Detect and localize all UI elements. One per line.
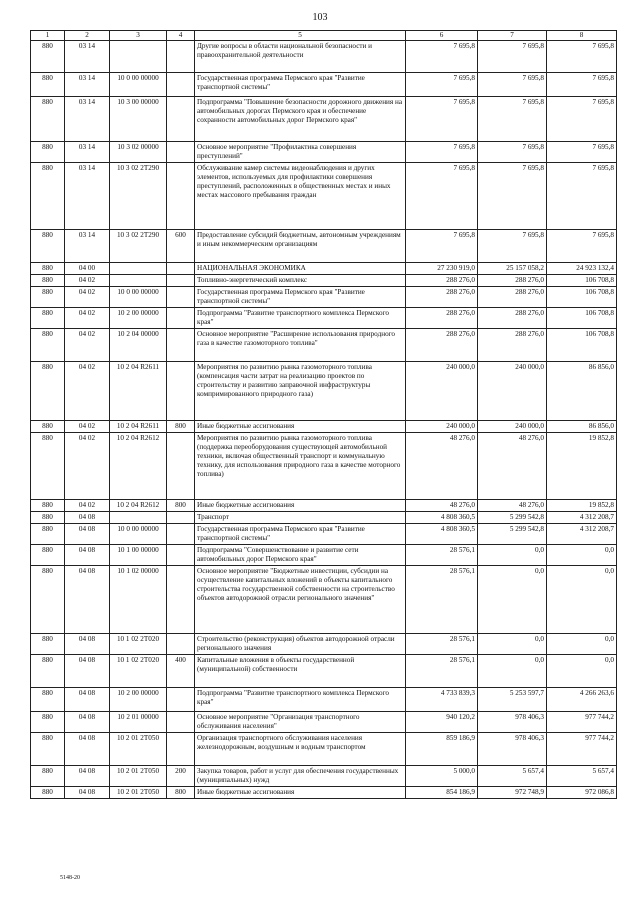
amount-col6-cell: 859 186,9 (406, 733, 478, 766)
admin-code-cell: 880 (31, 362, 65, 421)
target-article-cell (110, 512, 167, 524)
target-article-cell: 10 0 00 00000 (110, 524, 167, 545)
amount-col6-cell: 940 120,2 (406, 712, 478, 733)
admin-code-cell: 880 (31, 287, 65, 308)
item-name-cell: Строительство (реконструкция) объектов автодорожной отрасли регионального значения (195, 634, 406, 655)
table-row (31, 142, 617, 163)
header-col-8: 8 (547, 31, 617, 41)
item-name-cell: Основное мероприятие "Бюджетные инвестиции, субсидии на осуществление капитальных вложений в объекты капитального строительства государственной собственности на строительство объектов автодорожной отрасли регионального значения" (195, 566, 406, 634)
admin-code-cell: 880 (31, 433, 65, 500)
expense-type-cell (167, 163, 195, 230)
item-name-cell: Мероприятия по развитию рынка газомоторного топлива (компенсация части затрат на реализацию проектов по строительству и развитию заправочной инфраструктуры компримированного природного газа) (195, 362, 406, 421)
table-row (31, 712, 617, 733)
amount-col6-cell: 4 733 839,3 (406, 688, 478, 712)
header-col-7: 7 (478, 31, 547, 41)
amount-col7-cell: 5 299 542,8 (478, 512, 547, 524)
table-row (31, 634, 617, 655)
target-article-cell: 10 2 04 R2612 (110, 500, 167, 512)
item-name-cell: Подпрограмма "Совершенствование и развитие сети автомобильных дорог Пермского края" (195, 545, 406, 566)
table-row (31, 787, 617, 799)
admin-code-cell: 880 (31, 545, 65, 566)
target-article-cell: 10 1 02 00000 (110, 566, 167, 634)
item-name-cell: Предоставление субсидий бюджетным, автономным учреждениям и иным некоммерческим организациям (195, 230, 406, 263)
table-row (31, 766, 617, 787)
amount-col7-cell: 5 657,4 (478, 766, 547, 787)
admin-code-cell: 880 (31, 524, 65, 545)
table-row (31, 73, 617, 97)
amount-col6-cell: 28 576,1 (406, 634, 478, 655)
amount-col8-cell: 977 744,2 (547, 712, 617, 733)
admin-code-cell: 880 (31, 566, 65, 634)
amount-col8-cell: 7 695,8 (547, 142, 617, 163)
amount-col7-cell: 25 157 058,2 (478, 263, 547, 275)
table-row (31, 421, 617, 433)
amount-col8-cell: 7 695,8 (547, 97, 617, 142)
header-col-5: 5 (195, 31, 406, 41)
section-code-cell: 04 02 (65, 275, 110, 287)
table-row (31, 41, 617, 73)
amount-col6-cell: 240 000,0 (406, 421, 478, 433)
expense-type-cell: 600 (167, 230, 195, 263)
amount-col7-cell: 7 695,8 (478, 163, 547, 230)
expense-type-cell (167, 287, 195, 308)
item-name-cell: Закупка товаров, работ и услуг для обеспечения государственных (муниципальных) нужд (195, 766, 406, 787)
page-number: 103 (312, 12, 328, 23)
section-code-cell: 04 02 (65, 329, 110, 362)
amount-col8-cell: 7 695,8 (547, 73, 617, 97)
table-row (31, 688, 617, 712)
expense-type-cell (167, 275, 195, 287)
amount-col7-cell: 48 276,0 (478, 433, 547, 500)
amount-col7-cell: 7 695,8 (478, 73, 547, 97)
admin-code-cell: 880 (31, 275, 65, 287)
amount-col7-cell: 288 276,0 (478, 308, 547, 329)
amount-col8-cell: 7 695,8 (547, 41, 617, 73)
admin-code-cell: 880 (31, 787, 65, 799)
amount-col7-cell: 288 276,0 (478, 329, 547, 362)
amount-col7-cell: 0,0 (478, 634, 547, 655)
section-code-cell: 04 08 (65, 766, 110, 787)
admin-code-cell: 880 (31, 733, 65, 766)
item-name-cell: Капитальные вложения в объекты государственной (муниципальной) собственности (195, 655, 406, 688)
amount-col7-cell: 7 695,8 (478, 142, 547, 163)
section-code-cell: 03 14 (65, 230, 110, 263)
footer-code: 5148-20 (60, 875, 80, 881)
amount-col6-cell: 288 276,0 (406, 287, 478, 308)
expense-type-cell: 200 (167, 766, 195, 787)
admin-code-cell: 880 (31, 712, 65, 733)
item-name-cell: Организация транспортного обслуживания населения железнодорожным, воздушным и водным транспортом (195, 733, 406, 766)
amount-col8-cell: 106 708,8 (547, 275, 617, 287)
table-row (31, 263, 617, 275)
target-article-cell: 10 3 02 2Т290 (110, 163, 167, 230)
amount-col8-cell: 24 923 132,4 (547, 263, 617, 275)
target-article-cell: 10 1 02 2Т020 (110, 655, 167, 688)
admin-code-cell: 880 (31, 97, 65, 142)
expense-type-cell: 800 (167, 421, 195, 433)
table-row (31, 545, 617, 566)
amount-col8-cell: 0,0 (547, 655, 617, 688)
table-body (31, 41, 617, 799)
target-article-cell: 10 2 04 R2611 (110, 421, 167, 433)
target-article-cell: 10 0 00 00000 (110, 73, 167, 97)
section-code-cell: 04 02 (65, 362, 110, 421)
amount-col6-cell: 240 000,0 (406, 362, 478, 421)
table-row (31, 275, 617, 287)
amount-col6-cell: 7 695,8 (406, 97, 478, 142)
amount-col7-cell: 48 276,0 (478, 500, 547, 512)
expense-type-cell (167, 712, 195, 733)
target-article-cell: 10 0 00 00000 (110, 287, 167, 308)
item-name-cell: Иные бюджетные ассигнования (195, 787, 406, 799)
amount-col6-cell: 28 576,1 (406, 566, 478, 634)
amount-col8-cell: 106 708,8 (547, 308, 617, 329)
amount-col6-cell: 4 808 360,5 (406, 524, 478, 545)
section-code-cell: 04 02 (65, 308, 110, 329)
expense-type-cell (167, 433, 195, 500)
expense-type-cell (167, 308, 195, 329)
amount-col6-cell: 28 576,1 (406, 545, 478, 566)
section-code-cell: 03 14 (65, 41, 110, 73)
expense-type-cell (167, 733, 195, 766)
amount-col7-cell: 5 253 597,7 (478, 688, 547, 712)
target-article-cell: 10 2 00 00000 (110, 688, 167, 712)
target-article-cell (110, 263, 167, 275)
item-name-cell: Государственная программа Пермского края "Развитие транспортной системы" (195, 73, 406, 97)
section-code-cell: 04 02 (65, 421, 110, 433)
table-row (31, 308, 617, 329)
amount-col8-cell: 19 852,8 (547, 433, 617, 500)
item-name-cell: Подпрограмма "Повышение безопасности дорожного движения на автомобильных дорогах Пермского края и обеспечение сохранности автомобильных дорог Пермского края" (195, 97, 406, 142)
header-row (31, 31, 617, 41)
amount-col8-cell: 86 856,0 (547, 421, 617, 433)
expense-type-cell (167, 97, 195, 142)
admin-code-cell: 880 (31, 263, 65, 275)
expense-type-cell (167, 41, 195, 73)
expense-type-cell (167, 688, 195, 712)
expense-type-cell (167, 329, 195, 362)
table-row (31, 655, 617, 688)
amount-col6-cell: 7 695,8 (406, 73, 478, 97)
table-row (31, 524, 617, 545)
amount-col6-cell: 288 276,0 (406, 329, 478, 362)
section-code-cell: 03 14 (65, 73, 110, 97)
admin-code-cell: 880 (31, 512, 65, 524)
expense-type-cell (167, 362, 195, 421)
item-name-cell: Топливно-энергетический комплекс (195, 275, 406, 287)
amount-col7-cell: 288 276,0 (478, 275, 547, 287)
admin-code-cell: 880 (31, 766, 65, 787)
target-article-cell: 10 2 04 R2612 (110, 433, 167, 500)
amount-col7-cell: 972 748,9 (478, 787, 547, 799)
section-code-cell: 04 08 (65, 688, 110, 712)
expense-type-cell: 800 (167, 787, 195, 799)
target-article-cell: 10 2 01 2Т050 (110, 766, 167, 787)
item-name-cell: Основное мероприятие "Расширение использования природного газа в качестве газомоторного топлива" (195, 329, 406, 362)
section-code-cell: 04 08 (65, 512, 110, 524)
amount-col6-cell: 5 000,0 (406, 766, 478, 787)
header-col-4: 4 (167, 31, 195, 41)
section-code-cell: 04 08 (65, 655, 110, 688)
header-col-2: 2 (65, 31, 110, 41)
header-col-1: 1 (31, 31, 65, 41)
table-row (31, 512, 617, 524)
admin-code-cell: 880 (31, 308, 65, 329)
amount-col6-cell: 7 695,8 (406, 142, 478, 163)
expense-type-cell (167, 73, 195, 97)
budget-table (30, 30, 617, 799)
table-row (31, 433, 617, 500)
admin-code-cell: 880 (31, 230, 65, 263)
item-name-cell: Государственная программа Пермского края "Развитие транспортной системы" (195, 287, 406, 308)
amount-col6-cell: 7 695,8 (406, 230, 478, 263)
expense-type-cell: 800 (167, 500, 195, 512)
amount-col7-cell: 5 299 542,8 (478, 524, 547, 545)
amount-col7-cell: 7 695,8 (478, 97, 547, 142)
admin-code-cell: 880 (31, 688, 65, 712)
item-name-cell: Транспорт (195, 512, 406, 524)
amount-col7-cell: 7 695,8 (478, 230, 547, 263)
table-row (31, 163, 617, 230)
item-name-cell: Иные бюджетные ассигнования (195, 500, 406, 512)
expense-type-cell: 400 (167, 655, 195, 688)
amount-col7-cell: 288 276,0 (478, 287, 547, 308)
item-name-cell: Мероприятия по развитию рынка газомоторного топлива (поддержка переоборудования существующей автомобильной техники, включая общественный транспорт и коммунальную технику, для использования природного газа в качестве моторного топлива) (195, 433, 406, 500)
expense-type-cell (167, 142, 195, 163)
section-code-cell: 04 08 (65, 787, 110, 799)
item-name-cell: Иные бюджетные ассигнования (195, 421, 406, 433)
section-code-cell: 04 02 (65, 433, 110, 500)
table-row (31, 230, 617, 263)
item-name-cell: Подпрограмма "Развитие транспортного комплекса Пермского края" (195, 308, 406, 329)
admin-code-cell: 880 (31, 41, 65, 73)
target-article-cell: 10 2 00 00000 (110, 308, 167, 329)
amount-col6-cell: 854 186,9 (406, 787, 478, 799)
table-row (31, 733, 617, 766)
target-article-cell: 10 2 04 00000 (110, 329, 167, 362)
section-code-cell: 04 08 (65, 566, 110, 634)
target-article-cell: 10 3 00 00000 (110, 97, 167, 142)
amount-col8-cell: 972 086,8 (547, 787, 617, 799)
item-name-cell: Обслуживание камер системы видеонаблюдения и других элементов, используемых для профилактики совершения преступлений, расположенных в общественных местах и иных местах массового пребывания граждан (195, 163, 406, 230)
expense-type-cell (167, 545, 195, 566)
target-article-cell: 10 2 04 R2611 (110, 362, 167, 421)
item-name-cell: Другие вопросы в области национальной безопасности и правоохранительной деятельности (195, 41, 406, 73)
amount-col7-cell: 240 000,0 (478, 362, 547, 421)
amount-col8-cell: 4 312 208,7 (547, 512, 617, 524)
admin-code-cell: 880 (31, 634, 65, 655)
amount-col8-cell: 19 852,8 (547, 500, 617, 512)
section-code-cell: 04 08 (65, 524, 110, 545)
amount-col6-cell: 27 230 919,0 (406, 263, 478, 275)
amount-col8-cell: 7 695,8 (547, 230, 617, 263)
admin-code-cell: 880 (31, 421, 65, 433)
amount-col7-cell: 7 695,8 (478, 41, 547, 73)
section-code-cell: 04 02 (65, 287, 110, 308)
item-name-cell: Основное мероприятие "Профилактика совершения преступлений" (195, 142, 406, 163)
target-article-cell: 10 2 01 00000 (110, 712, 167, 733)
amount-col6-cell: 48 276,0 (406, 500, 478, 512)
expense-type-cell (167, 512, 195, 524)
table-row (31, 566, 617, 634)
amount-col7-cell: 978 406,3 (478, 712, 547, 733)
expense-type-cell (167, 634, 195, 655)
amount-col8-cell: 0,0 (547, 545, 617, 566)
item-name-cell: НАЦИОНАЛЬНАЯ ЭКОНОМИКА (195, 263, 406, 275)
amount-col6-cell: 7 695,8 (406, 163, 478, 230)
amount-col7-cell: 978 406,3 (478, 733, 547, 766)
section-code-cell: 03 14 (65, 163, 110, 230)
section-code-cell: 04 00 (65, 263, 110, 275)
target-article-cell: 10 3 02 00000 (110, 142, 167, 163)
target-article-cell: 10 3 02 2Т290 (110, 230, 167, 263)
section-code-cell: 04 08 (65, 634, 110, 655)
amount-col6-cell: 48 276,0 (406, 433, 478, 500)
expense-type-cell (167, 263, 195, 275)
item-name-cell: Основное мероприятие "Организация транспортного обслуживания населения" (195, 712, 406, 733)
target-article-cell (110, 275, 167, 287)
amount-col7-cell: 0,0 (478, 655, 547, 688)
amount-col6-cell: 28 576,1 (406, 655, 478, 688)
section-code-cell: 03 14 (65, 97, 110, 142)
table-row (31, 329, 617, 362)
admin-code-cell: 880 (31, 655, 65, 688)
amount-col8-cell: 86 856,0 (547, 362, 617, 421)
target-article-cell: 10 1 00 00000 (110, 545, 167, 566)
header-col-6: 6 (406, 31, 478, 41)
admin-code-cell: 880 (31, 500, 65, 512)
item-name-cell: Государственная программа Пермского края "Развитие транспортной системы" (195, 524, 406, 545)
amount-col8-cell: 0,0 (547, 566, 617, 634)
amount-col8-cell: 4 266 263,6 (547, 688, 617, 712)
amount-col8-cell: 4 312 208,7 (547, 524, 617, 545)
target-article-cell: 10 2 01 2Т050 (110, 733, 167, 766)
amount-col6-cell: 288 276,0 (406, 308, 478, 329)
item-name-cell: Подпрограмма "Развитие транспортного комплекса Пермского края" (195, 688, 406, 712)
target-article-cell: 10 1 02 2Т020 (110, 634, 167, 655)
amount-col6-cell: 288 276,0 (406, 275, 478, 287)
amount-col7-cell: 240 000,0 (478, 421, 547, 433)
amount-col8-cell: 106 708,8 (547, 287, 617, 308)
expense-type-cell (167, 524, 195, 545)
table-row (31, 97, 617, 142)
amount-col6-cell: 4 808 360,5 (406, 512, 478, 524)
header-col-3: 3 (110, 31, 167, 41)
section-code-cell: 04 08 (65, 733, 110, 766)
amount-col6-cell: 7 695,8 (406, 41, 478, 73)
target-article-cell: 10 2 01 2Т050 (110, 787, 167, 799)
table-row (31, 287, 617, 308)
amount-col8-cell: 7 695,8 (547, 163, 617, 230)
admin-code-cell: 880 (31, 163, 65, 230)
amount-col7-cell: 0,0 (478, 566, 547, 634)
section-code-cell: 04 02 (65, 500, 110, 512)
amount-col8-cell: 5 657,4 (547, 766, 617, 787)
expense-type-cell (167, 566, 195, 634)
target-article-cell (110, 41, 167, 73)
table-row (31, 362, 617, 421)
section-code-cell: 03 14 (65, 142, 110, 163)
section-code-cell: 04 08 (65, 545, 110, 566)
amount-col7-cell: 0,0 (478, 545, 547, 566)
admin-code-cell: 880 (31, 73, 65, 97)
admin-code-cell: 880 (31, 142, 65, 163)
table-row (31, 500, 617, 512)
admin-code-cell: 880 (31, 329, 65, 362)
section-code-cell: 04 08 (65, 712, 110, 733)
amount-col8-cell: 0,0 (547, 634, 617, 655)
amount-col8-cell: 977 744,2 (547, 733, 617, 766)
amount-col8-cell: 106 708,8 (547, 329, 617, 362)
